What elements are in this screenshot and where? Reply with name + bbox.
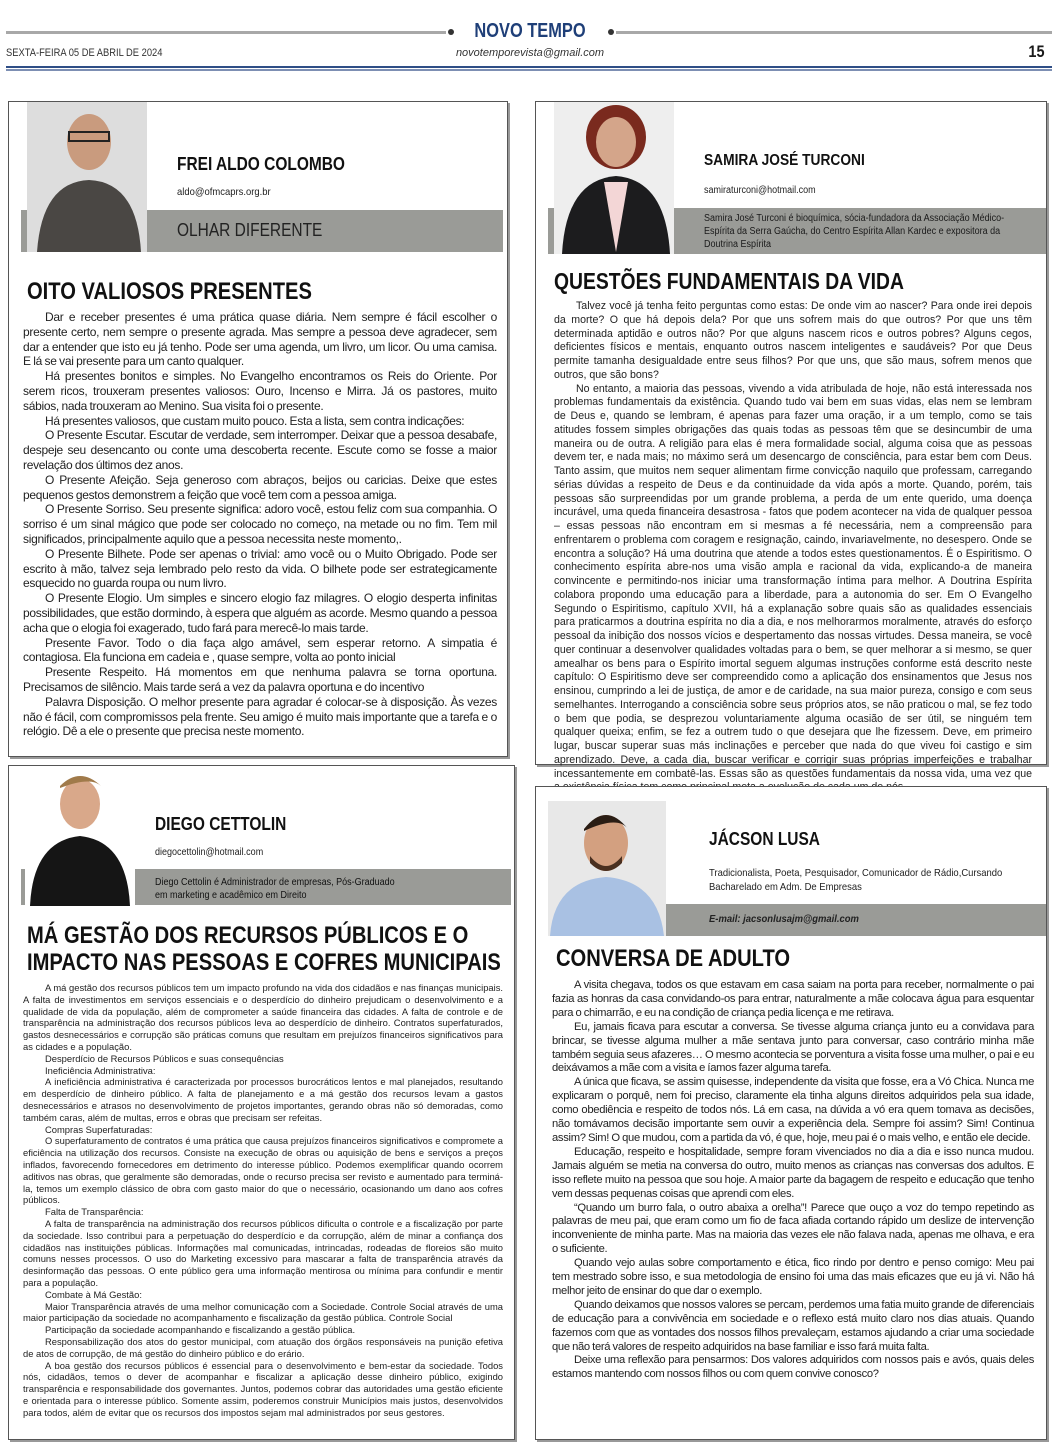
article-frei-aldo bbox=[8, 101, 508, 757]
author-email: samiraturconi@hotmail.com bbox=[704, 185, 816, 196]
header-dot bbox=[608, 29, 614, 35]
portrait-icon bbox=[554, 102, 674, 254]
author-name: FREI ALDO COLOMBO bbox=[177, 154, 345, 174]
paragraph: A ineficiência administrativa é caracterizada por processos burocráticos lentos e mal planejados, resultando em desperdício de dinheiro público. A falta de planejamento e a má gestão dos recursos levam a gastos desnecessários e atrasos no desenvolvimento de projetos importantes, gerando obras não só demoradas, como também caras, além de multas, erros e obras que precisam ser refeitas. bbox=[23, 1076, 503, 1123]
paragraph: A má gestão dos recursos públicos tem um impacto profundo na vida dos cidadãos e nas finanças municipais. A falta de investimentos em serviços essenciais e o desperdício do dinheiro prejudicam o desenvolvimento e a qualidade de vida da população, além de comprometer a saúde financeira das cidades. A falta de controle e de transparência na administração dos recursos públicos leva ao desperdício de dinheiro. Contratos superfaturados, gastos desnecessários e corrupção são práticas comuns que resultam em prejuízos financeiros significativos para as cidades e a população. bbox=[23, 982, 503, 1052]
paragraph: A única que ficava, se assim quisesse, independente da visita que fosse, era a Vó Chica. Nunca me explicaram o porquê, nem foi preciso, claramente ela tinha alguns direitos adquiridos pela sua idade, como obediência e respeito de todos nós. Lá em casa, na dúvida a vó era quem tomava as decisões, não tomávamos decisão importante sem ouvir a experiência dela. Sempre foi assim? Sim! Continua assim? Sim! O que mudou, com a partida da vó, é que, hoje, meu pai é o mais velho, e então ele decide. bbox=[552, 1076, 1034, 1144]
paragraph: Educação, respeito e hospitalidade, sempre foram vivenciados no dia a dia e isso nunca mudou. Jamais alguém se metia na conversa do outro, muito menos as crianças nas conversas dos adultos. E isso reflete muito na pessoa que sou hoje. A maior parte da bagagem de respeito e educação que tenho vem dessas pequenas coisas que aprendi com eles. bbox=[552, 1145, 1034, 1200]
paragraph: Falta de Transparência: bbox=[45, 1206, 144, 1218]
issue-date: SEXTA-FEIRA 05 DE ABRIL DE 2024 bbox=[6, 47, 163, 59]
article-jacson bbox=[535, 786, 1047, 1440]
author-bio: Samira José Turconi é bioquímica, sócia-fundadora da Associação Médico-Espírita da Serra Gaúcha, do Centro Espírita Allan Kardec e expositora da Doutrina Espírita bbox=[704, 213, 1005, 250]
header-divider bbox=[6, 66, 1052, 71]
paragraph: Palavra Disposição. O melhor presente para agradar é colocar-se à disposição. Às vezes não é fácil, com compromissos pela frente. Seu amigo é muito mais importante que a tarefa e o relógio. Dê a ele o presente que precisa neste momento. bbox=[23, 694, 497, 739]
author-name: DIEGO CETTOLIN bbox=[155, 814, 287, 834]
author-photo bbox=[27, 102, 147, 252]
article-diego bbox=[8, 765, 515, 1440]
paragraph: Dar e receber presentes é uma prática quase diária. Nem sempre é fácil escolher o presente certo, nem sempre o presente agrada. Mas sempre a pessoa deve agradecer, sem dar a entender que isto eu já tenho. Pode ser uma agenda, um livro, um licor. Ou uma camisa. E lá se vai presente para um canto qualquer. bbox=[23, 310, 497, 369]
paragraph: Ineficiência Administrativa: bbox=[45, 1064, 156, 1076]
article-title bbox=[27, 922, 501, 976]
masthead: NOVO TEMPO bbox=[474, 20, 586, 42]
author-photo bbox=[554, 102, 674, 254]
article-title: QUESTÕES FUNDAMENTAIS DA VIDA bbox=[554, 268, 904, 294]
header-rule-right bbox=[616, 31, 1052, 34]
paragraph: Deixe uma reflexão para pensarmos: Dos valores adquiridos com nossos pais e avós, quais deles estamos mantendo com nossos filhos ou com quem convive conosco? bbox=[552, 1354, 1034, 1381]
article-title: CONVERSA DE ADULTO bbox=[556, 945, 791, 972]
paragraph: Talvez você já tenha feito perguntas como estas: De onde vim ao nascer? Para onde irei depois da morte? O que há depois dela? Por que uns sofrem mais do que outros? Por que uns têm determinada aptidão e outros não? Por que alguns nascem ricos e outros pobres? Alguns cegos, deficientes físicos e mentais, enquanto outros nascem inteligentes e saudáveis? Por que Deus permite tamanha desigualdade entre seus filhos? Por que uns, que são maus, sofrem menos que outros, que são bons? bbox=[554, 300, 1032, 381]
author-email: E-mail: jacsonlusajm@gmail.com bbox=[709, 913, 859, 925]
newspaper-email: novotemporevista@gmail.com bbox=[455, 47, 605, 59]
portrait-icon bbox=[27, 102, 147, 252]
paragraph: Presente Favor. Todo o dia faça algo amável, sem esperar retorno. A simpatia é contagiosa. Ela funciona em cadeia e , quase sempre, volta ao ponto inicial bbox=[23, 635, 497, 665]
paragraph: O Presente Sorriso. Seu presente significa: adoro você, estou feliz com sua companhia. O sorriso é um sinal mágico que pode ser colocado no começo, na metade ou no fim. Tem mil significados, principalmente aquilo que a pessoa necessita neste momento,. bbox=[23, 502, 497, 546]
paragraph: Participação da sociedade acompanhando e fiscalizando a gestão pública. bbox=[45, 1324, 356, 1336]
paragraph: A boa gestão dos recursos públicos é essencial para o desenvolvimento e bem-estar da sociedade. Todos nós, cidadãos, temos o dever de acompanhar e fiscalizar a aplicação desse dinheiro público, exigindo transparência e responsabilidade dos governantes. Juntos, podemos cobrar das autoridades uma gestão eficiente e orientada para o interesse público. Somente assim, poderemos construir Municípios mais justos, desenvolvidos para todos, além de evitar que os recursos dos impostos sejam mal administrados por seus gestores. bbox=[23, 1359, 503, 1418]
paragraph: Combate à Má Gestão: bbox=[45, 1288, 142, 1300]
paragraph: Desperdício de Recursos Públicos e suas consequências bbox=[45, 1052, 284, 1064]
paragraph: Há presentes bonitos e simples. No Evangelho encontramos os Reis do Oriente. Por serem ricos, trouxeram presentes valiosos: Ouro, Incenso e Mirra. Já os pastores, muito sábios, nada trouxeram ao Menino. Sua visita foi o presente. bbox=[23, 369, 497, 413]
header-rule-left bbox=[6, 31, 446, 34]
paragraph: A falta de transparência na administração dos recursos públicos dificulta o controle e a fiscalização por parte da sociedade. Isso contribui para a perpetuação do desperdício e da corrupção, além de minar a confiança dos cidadãos nas instituições públicas. Informações mal comunicadas, intrincadas, rodeadas de floreios são muito comuns nesses processos. O uso do Marketing excessivo para mascarar a falta de transparência através da desinformação das pessoas. O ente público gera uma informação mentirosa ou mínima para confundir e mentir para a população. bbox=[23, 1217, 503, 1288]
portrait-icon bbox=[25, 766, 135, 906]
title-line: IMPACTO NAS PESSOAS E COFRES MUNICIPAIS bbox=[27, 949, 501, 976]
article-body bbox=[23, 982, 503, 1418]
author-name: JÁCSON LUSA bbox=[709, 829, 820, 849]
author-email: aldo@ofmcaprs.org.br bbox=[177, 186, 271, 198]
article-body bbox=[552, 979, 1034, 1382]
paragraph: No entanto, a maioria das pessoas, vivendo a vida atribulada de hoje, não está interessada nos problemas fundamentais da existência. Quando tudo vai bem em suas vidas, elas nem se lembram de Deus e, quando se lembram, é apenas para fazer uma oração, ir a um templo, como se tais atitudes fossem simples obrigações das quais todas as pessoas têm que se desincumbir de uma maneira ou de outra. A religião para elas é mera formalidade social, alguma coisa que as pessoas devem ter, e nada mais; no máximo será um desencargo de consciência, para estar bem com Deus. Tanto assim, que muitos nem sequer alimentam firme convicção naquilo que professam, carregando sérias dúvidas a respeito de Deus e da continuidade da vida após a morte. Quando, porém, tais pessoas são surpreendidas por um grande problema, a perda de um ente querido, uma doença incurável, uma queda financeira desastrosa - fatos que podem acontecer na vida de qualquer pessoa – essas pessoas não encontram em si mesmas a fé necessária, nem a compreensão para enfrentarem o problema com coragem e resignação, caindo, invariavelmente, no desespero. Onde se encontra a solução? Há uma doutrina que atende a todos estes questionamentos. É o Espiritismo. O conhecimento espírita abre-nos uma visão ampla e racional da vida, explicando-a de maneira convincente e permitindo-nos iniciar uma transformação íntima para melhor. A Doutrina Espírita colabora propondo uma educação para a liberdade, para a autonomia do ser. Em O Evangelho Segundo o Espiritismo, capítulo XVII, há a explanação sobre quais são as qualidades essenciais para praticarmos a doutrina espírita no dia a dia, e nos melhorarmos moralmente, através do esforço pessoal da inibição dos nossos vícios e despertamento das nossas virtudes. Dessa maneira, se você quer continuar a desenvolver qualidades voltadas para o bem, se quer melhorar a si mesmo, se quer amealhar os bens para o Espírito imortal seguem algumas instruções conforme está descrito neste capítulo: O Espiritismo deve ser compreendido como a aplicação dos ensinamentos que Jesus nos ensinou, cumprindo a lei de justiça, de amor e de caridade, na sua maior pureza, consigo e com seus semelhantes. Interrogando a consciência sobre seus próprios atos, se não praticou o mal, se fez todo o bem que podia, se desprezou voluntariamente alguma ocasião de ser útil, se ninguém tem qualquer queixa; enfim, se fez a outrem tudo o que desejara que lhe fizessem. Deve, em primeiro lugar, buscar superar suas más inclinações e perceber que nada do que viveu foi castigo e sim aprendizado. Deve, a cada dia, buscar verificar e corrigir suas próprias imperfeições e trabalhar incessantemente em combatê-las. Essas são as questões fundamentais da nossa vida, uma vez que bbox=[554, 382, 1032, 780]
paragraph: “Quando um burro fala, o outro abaixa a orelha”! Parece que ouço a voz do tempo repetindo as palavras de meu pai, que eram como um fio de faca afiada cortando rápido um deslize de intervenção inconveniente de minha parte. Mas na maioria das vezes ele não falava nada, apenas me olhava, e era o suficiente. bbox=[552, 1201, 1034, 1256]
paragraph: Responsabilização dos atos do gestor municipal, com atuação dos órgãos responsáveis na punição efetiva de atos de corrupção, de má gestão do dinheiro público e do erário. bbox=[23, 1335, 503, 1359]
paragraph: O Presente Escutar. Escutar de verdade, sem interromper. Deixar que a pessoa desabafe, despeje seu desencanto ou conte uma descoberta recente. Escute como se fosse a maior revelação dos últimos dez anos. bbox=[23, 428, 497, 472]
paragraph: Quando vejo aulas sobre comportamento e ética, fico rindo por dentro e penso comigo: Meu pai tem mestrado sobre isso, e sua metodologia de ensino foi uma das mais eficazes que eu já vi. Não há melhor jeito de ensinar do que dar o exemplo. bbox=[552, 1257, 1034, 1297]
paragraph: Presente Respeito. Há momentos em que nenhuma palavra se torna oportuna. Precisamos de silêncio. Mais tarde será a vez da palavra oportuna e do incentivo bbox=[23, 665, 497, 694]
article-body bbox=[554, 300, 1032, 795]
author-photo bbox=[25, 766, 135, 906]
paragraph: Eu, jamais ficava para escutar a conversa. Se tivesse alguma criança junto eu a convidava para brincar, se tivesse alguma mulher a mãe sentava junto para conversar, caso contrário minha mãe também seguia seus afazeres… O mesmo acontecia se porventura a visita fosse uma mulher, o pai e eu deixávamos a mãe com a visita e íamos fazer alguma tarefa. bbox=[552, 1020, 1034, 1075]
author-bio: Diego Cettolin é Administrador de empresas, Pós-Graduado em marketing e acadêmico em Direito bbox=[155, 877, 395, 901]
paragraph: O Presente Bilhete. Pode ser apenas o trivial: amo você ou o Muito Obrigado. Pode ser escrito à mão, talvez seja lembrado pelo resto da vida. O bilhete pode ser estrategicamente esquecido no guarda roupa ou num livro. bbox=[23, 546, 497, 591]
paragraph: O Presente Afeição. Seja generoso com abraços, beijos ou caricias. Deixe que estes pequenos gestos demonstrem a feição que você tem com a pessoa amiga. bbox=[23, 472, 497, 502]
paragraph: Maior Transparência através de uma melhor comunicação com a Sociedade. Controle Social através de uma maior participação da sociedade no acompanhamento e fiscalização da gestão pública. Controle Social bbox=[23, 1300, 503, 1324]
paragraph: O Presente Elogio. Um simples e sincero elogio faz milagres. O elogio desperta infinitas possibilidades, que estão dormindo, à espera que alguém as acorde. Mesmo quando a pessoa acha que o elogia foi exagerado, tudo fará para merecê-lo mais tarde. bbox=[23, 591, 497, 635]
author-photo bbox=[548, 801, 666, 936]
title-line: MÁ GESTÃO DOS RECURSOS PÚBLICOS E O bbox=[27, 922, 469, 949]
header-dot bbox=[448, 29, 454, 35]
author-bio: Tradicionalista, Poeta, Pesquisador, Comunicador de Rádio,Cursando Bacharelado em Adm. De Empresas bbox=[709, 867, 1003, 893]
author-email: diegocettolin@hotmail.com bbox=[155, 847, 264, 858]
paragraph: Quando deixamos que nossos valores se percam, perdemos uma fatia muito grande de diferenciais de educação para a convivência em sociedade e o reflexo está muito claro nos dias atuais. Quando fazemos com que as vontades dos nossos filhos prevaleçam, estamos ajudando a criar uma sociedade que não terá valores de respeito adquiridos na base familiar e isso fará muita falta. bbox=[552, 1298, 1034, 1353]
column-name: OLHAR DIFERENTE bbox=[177, 220, 323, 240]
paragraph: A visita chegava, todos os que estavam em casa saiam na porta para receber, normalmente o pai fazia as honras da casa convidando-os para entrar, naturalmente a mãe colocava água para esquentar para o chimarrão, e eu na condição de criança pedia licença e me retirava. bbox=[552, 979, 1034, 1019]
paragraph: O superfaturamento de contratos é uma prática que causa prejuízos financeiros significativos e compromete a eficiência na utilização dos recursos. Consiste na execução de obras ou aquisição de bens e serviços a preços inflados, favorecendo fornecedores em detrimento do interesse público. Podemos exemplificar quando ocorrem aditivos nas obras, que geralmente são demoradas, onde o recurso precisa ser revisto e aumentado para terminá-la, temos um exemplo clássico de obra com gasto maior do que o necessário, ocasionando um dano aos cofres públicos. bbox=[23, 1135, 503, 1206]
article-title: OITO VALIOSOS PRESENTES bbox=[27, 278, 312, 305]
portrait-icon bbox=[548, 801, 666, 936]
article-samira bbox=[535, 101, 1047, 780]
page-number: 15 bbox=[1028, 42, 1045, 61]
author-name: SAMIRA JOSÉ TURCONI bbox=[704, 152, 865, 169]
article-body bbox=[23, 310, 497, 739]
paragraph: Há presentes valiosos, que custam muito pouco. Esta a lista, sem contra indicações: bbox=[45, 413, 465, 428]
paragraph: Compras Superfaturadas: bbox=[45, 1123, 153, 1135]
